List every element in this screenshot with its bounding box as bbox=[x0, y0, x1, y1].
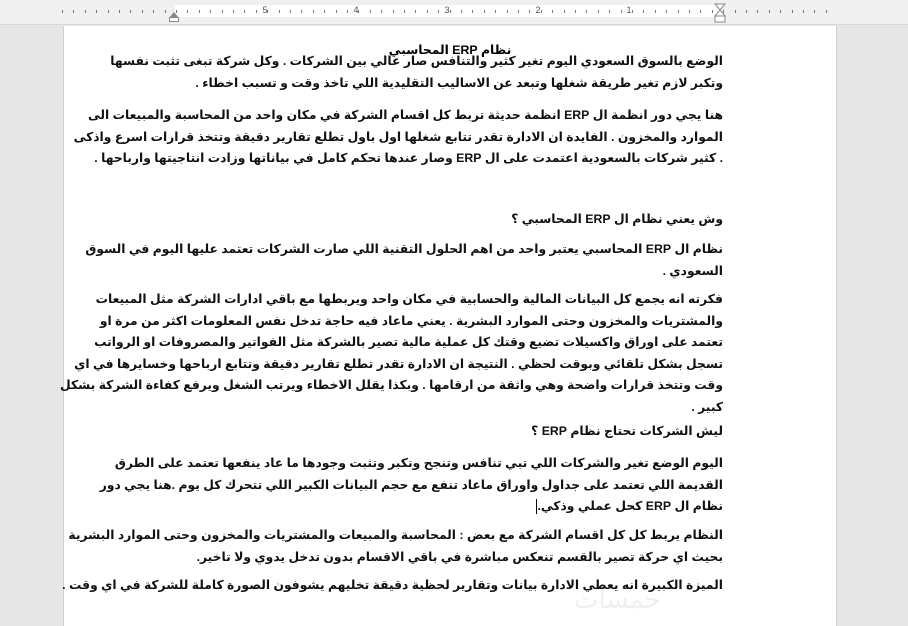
ruler-tick bbox=[415, 10, 416, 13]
text-line: نظام ال ERP المحاسبي يعتبر واحد من اهم الحلول التقنية اللي صارت الشركات تعتمد عليها اليوم في السوق bbox=[85, 242, 723, 256]
ruler-tick bbox=[165, 10, 166, 13]
ruler-tick bbox=[814, 10, 815, 13]
ruler-tick bbox=[256, 10, 257, 13]
ruler-tick bbox=[666, 10, 667, 13]
ruler-tick bbox=[130, 10, 131, 13]
ruler-tick bbox=[757, 10, 758, 13]
text-line: . كثير شركات بالسعودية اعتمدت على ال ERP وصار عندها تحكم كامل في بياناتها وزادت انتاجيتها وارباحها . bbox=[94, 151, 723, 165]
ruler-tick bbox=[598, 10, 599, 13]
text-line: تعتمد على اوراق واكسيلات تضيع وقتك كل عملية مالية تصير بالشركة مثل الفواتير والمصروفات او الرواتب bbox=[94, 335, 723, 349]
ruler-tick bbox=[438, 10, 439, 13]
text-line: وتكبر لازم تغير طريقة شغلها وتبعد عن الاساليب التقليدية اللي تاخذ وقت و تسبب اخطاء . bbox=[195, 75, 723, 90]
text-line: وش يعني نظام ال ERP المحاسبي ؟ bbox=[511, 212, 723, 226]
text-line: نظام ال ERP كحل عملي وذكي. bbox=[537, 499, 723, 513]
text-line: فكرته انه يجمع كل البيانات المالية والحسابية في مكان واحد ويربطها مع باقي ادارات الشركة مثل المبيعات bbox=[95, 292, 723, 306]
ruler-number: 3 bbox=[444, 5, 450, 15]
text-line: الموارد والمخزون . الفايدة ان الادارة تقدر تتابع شغلها اول باول تطلع تقارير دقيقة وتتخذ قرارات اسرع واذكى bbox=[73, 129, 723, 144]
ruler-tick bbox=[712, 10, 713, 13]
ruler-tick bbox=[643, 10, 644, 13]
ruler-tick bbox=[199, 10, 200, 13]
ruler-tick bbox=[689, 10, 690, 13]
ruler-tick bbox=[529, 10, 530, 13]
ruler-tick bbox=[244, 10, 245, 13]
right-indent-marker-icon[interactable] bbox=[714, 3, 726, 23]
paragraph[interactable] bbox=[60, 289, 723, 418]
ruler-number: 1 bbox=[626, 5, 632, 15]
ruler-tick bbox=[746, 10, 747, 13]
text-line: كبير . bbox=[691, 399, 723, 414]
ruler-tick bbox=[586, 10, 587, 13]
paragraph[interactable] bbox=[73, 105, 723, 170]
text-cursor bbox=[536, 499, 537, 514]
text-line: الوضع بالسوق السعودي اليوم تغير كثير والتنافس صار عالي بين الشركات . وكل شركة تبغى تثبت نفسها bbox=[110, 54, 723, 68]
ruler-number: 5 bbox=[262, 5, 268, 15]
text-line: السعودي . bbox=[662, 263, 723, 278]
section-heading[interactable] bbox=[76, 209, 723, 231]
paragraph[interactable] bbox=[68, 525, 723, 568]
ruler-tick bbox=[792, 10, 793, 13]
ruler-tick bbox=[370, 10, 371, 13]
text-line: بحيث اي حركة تصير بالقسم تنعكس مباشرة في باقي الاقسام بدون تدخل يدوي ولا تاخير. bbox=[196, 549, 723, 564]
ruler-tick bbox=[324, 10, 325, 13]
ruler-tick bbox=[564, 10, 565, 13]
text-line: وقت وتتخذ قرارات واضحة وهي واثقة من ارقامها . وبكذا يقلل الاخطاء ويرتب الشغل ويرفع كفاءة الشركة بشكل bbox=[60, 378, 723, 392]
ruler-tick bbox=[62, 10, 63, 13]
ruler-tick bbox=[210, 10, 211, 13]
horizontal-ruler[interactable] bbox=[0, 0, 908, 25]
ruler-tick bbox=[678, 10, 679, 13]
ruler-tick bbox=[290, 10, 291, 13]
ruler-tick bbox=[609, 10, 610, 13]
text-line: اليوم الوضع تغير والشركات اللي تبي تنافس وتنجح وتكبر وتثبت وجودها ما عاد ينفعها تعتمد على الطرق bbox=[114, 456, 723, 470]
section-heading[interactable] bbox=[76, 421, 723, 443]
paragraph[interactable] bbox=[76, 453, 723, 518]
ruler-tick bbox=[495, 10, 496, 13]
ruler-tick bbox=[803, 10, 804, 13]
ruler-tick bbox=[336, 10, 337, 13]
ruler-tick bbox=[552, 10, 553, 13]
ruler-tick bbox=[404, 10, 405, 13]
text-line: هنا يجي دور انظمة ال ERP انظمة حديثة تربط كل اقسام الشركة في مكان واحد من المحاسبة والمبيعات الى bbox=[87, 108, 723, 122]
ruler-tick bbox=[575, 10, 576, 13]
ruler-number: 2 bbox=[535, 5, 541, 15]
ruler-tick bbox=[735, 10, 736, 13]
ruler-tick bbox=[769, 10, 770, 13]
ruler-tick bbox=[655, 10, 656, 13]
ruler-tick bbox=[119, 10, 120, 13]
ruler-tick bbox=[347, 10, 348, 13]
ruler-tick bbox=[85, 10, 86, 13]
document-page[interactable] bbox=[60, 26, 837, 626]
text-line: والمشتريات والمخزون وحتى الموارد البشرية . يعني ماعاد فيه حاجة تدخل نفس المعلومات اكثر من مرة او bbox=[99, 313, 723, 328]
ruler-tick bbox=[472, 10, 473, 13]
ruler-tick bbox=[826, 10, 827, 13]
ruler-tick bbox=[279, 10, 280, 13]
ruler-number: 4 bbox=[353, 5, 359, 15]
ruler-tick bbox=[427, 10, 428, 13]
ruler-tick bbox=[187, 10, 188, 13]
ruler-tick bbox=[73, 10, 74, 13]
ruler-tick bbox=[461, 10, 462, 13]
text-line: النظام يربط كل كل اقسام الشركة مع بعض : المحاسبة والمبيعات والمشتريات والمخزون وحتى الموارد البشرية bbox=[68, 528, 723, 542]
ruler-tick bbox=[381, 10, 382, 13]
ruler-tick bbox=[484, 10, 485, 13]
ruler-tick bbox=[222, 10, 223, 13]
ruler-tick bbox=[621, 10, 622, 13]
ruler-tick bbox=[108, 10, 109, 13]
ruler-tick bbox=[518, 10, 519, 13]
ruler-tick bbox=[233, 10, 234, 13]
watermark-logo: خمسات bbox=[574, 584, 661, 614]
text-line: تسجل بشكل تلقائي وبوقت لحظي . النتيجة ان الادارة تقدر تطلع تقارير دقيقة وتتابع ارباحها وخسايرها في اي bbox=[74, 356, 723, 371]
ruler-tick bbox=[313, 10, 314, 13]
ruler-tick bbox=[301, 10, 302, 13]
ruler-tick bbox=[153, 10, 154, 13]
paragraph[interactable] bbox=[76, 51, 723, 94]
document-title: نظام ERP المحاسبي bbox=[388, 43, 512, 57]
text-line: ليش الشركات تحتاج نظام ERP ؟ bbox=[531, 424, 723, 438]
left-indent-box[interactable] bbox=[169, 17, 179, 22]
text-line: القديمة اللي تعتمد على جداول واوراق ماعاد تنفع مع حجم البيانات الكبير اللي تتحرك كل يوم .هنا يجي دور bbox=[99, 477, 723, 492]
ruler-tick bbox=[780, 10, 781, 13]
text-line: الميزة الكبيرة انه يعطي الادارة بيانات وتقارير لحظية دقيقة تخليهم يشوفون الصورة كاملة للشركة في اي وقت . bbox=[62, 578, 723, 592]
paragraph[interactable] bbox=[76, 239, 723, 282]
ruler-tick bbox=[700, 10, 701, 13]
ruler-tick bbox=[507, 10, 508, 13]
ruler-tick bbox=[393, 10, 394, 13]
ruler-tick bbox=[142, 10, 143, 13]
ruler-tick bbox=[96, 10, 97, 13]
